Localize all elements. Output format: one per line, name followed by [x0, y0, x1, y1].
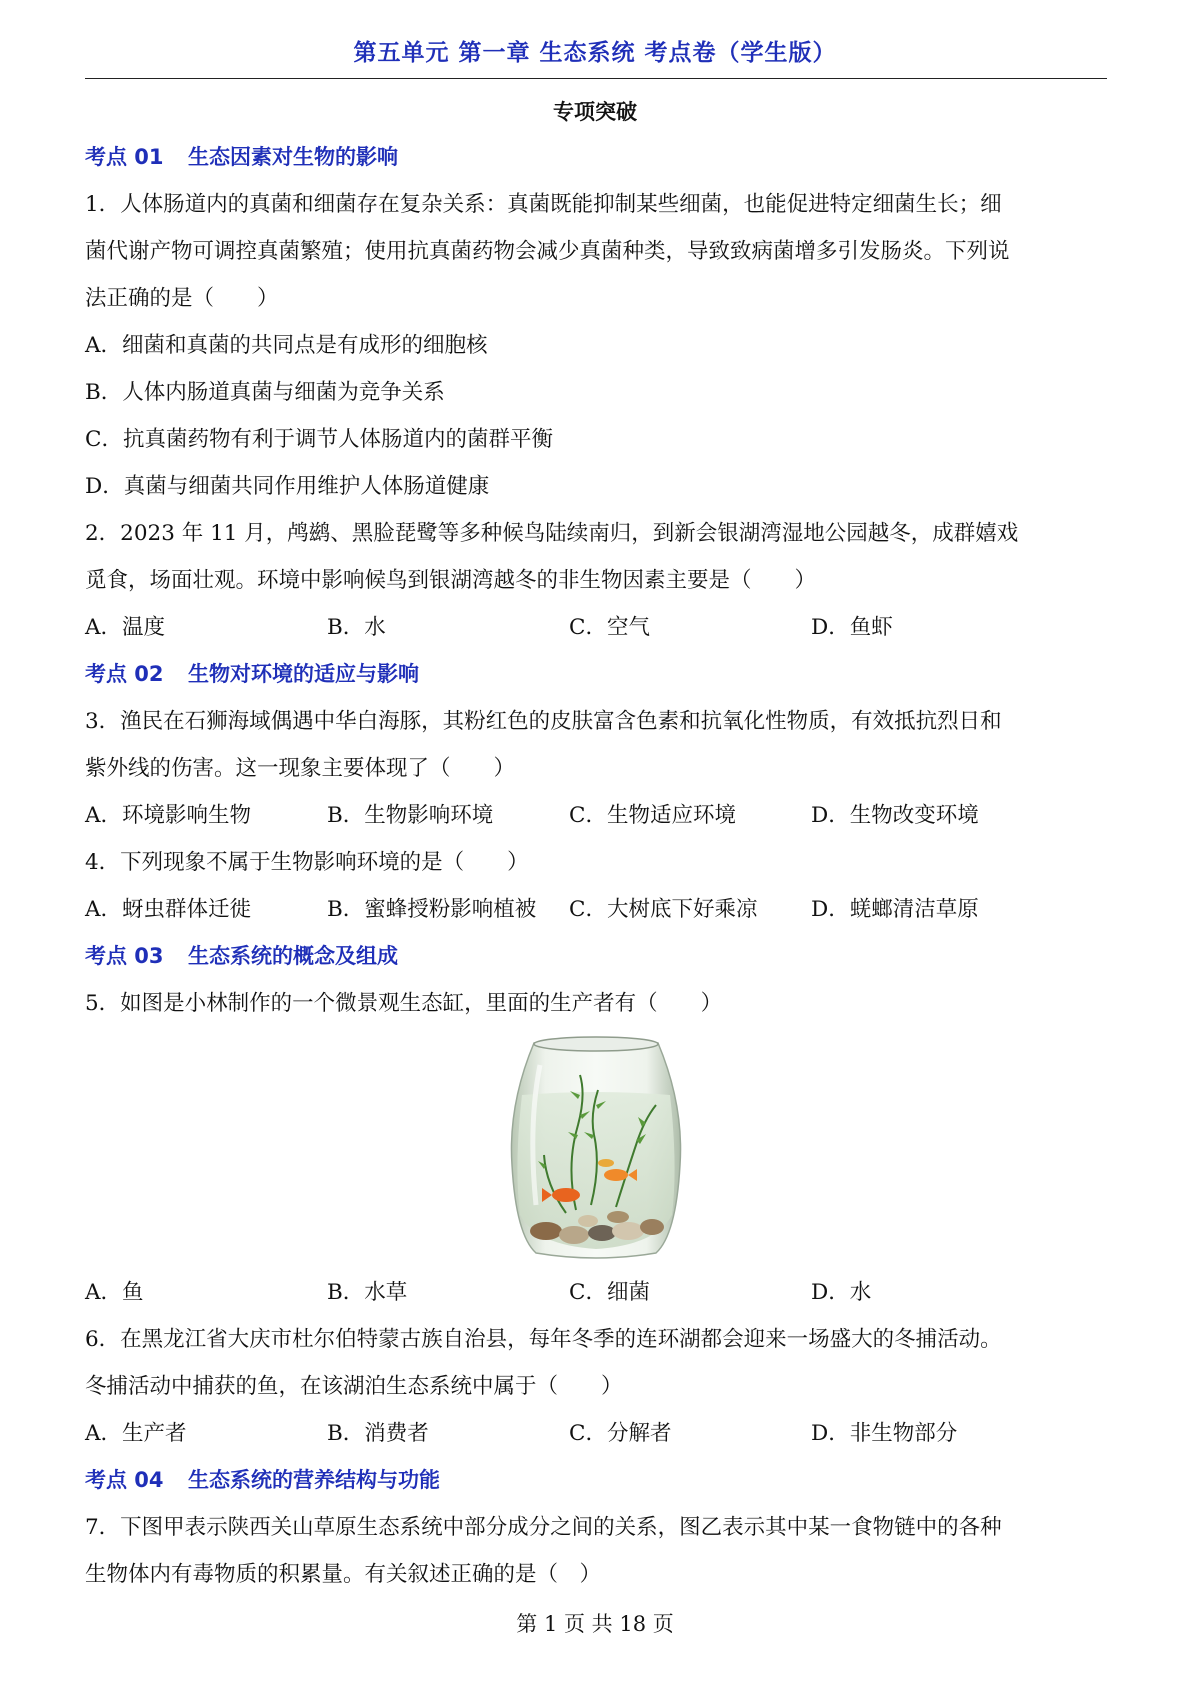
option-c: C．空气 — [569, 615, 650, 640]
question-stem-line: 法正确的是（ ） — [85, 286, 279, 311]
kp-heading-02 — [85, 651, 1107, 698]
option-c: C．生物适应环境 — [569, 803, 736, 828]
option-b: B．消费者 — [327, 1421, 429, 1446]
question-stem-line: 3．渔民在石狮海域偶遇中华白海豚，其粉红色的皮肤富含色素和抗氧化性物质，有效抵抗烈日和 — [85, 709, 1002, 734]
option-c: C．分解者 — [569, 1421, 672, 1446]
kp-number: 考点 01 — [85, 145, 164, 169]
header-divider — [85, 78, 1107, 79]
option-d: D．非生物部分 — [811, 1421, 958, 1446]
option-c: C．大树底下好乘凉 — [569, 897, 758, 922]
section-title: 专项突破 — [553, 100, 637, 124]
kp-title: 生态系统的概念及组成 — [188, 944, 398, 968]
question-stem-line: 菌代谢产物可调控真菌繁殖；使用抗真菌药物会减少真菌种类，导致致病菌增多引发肠炎。下列说 — [85, 239, 1010, 264]
kp-heading-04 — [85, 1457, 1107, 1504]
document-body — [85, 134, 1107, 1598]
options-row — [85, 792, 1107, 839]
question-stem-line: 冬捕活动中捕获的鱼，在该湖泊生态系统中属于（ ） — [85, 1374, 623, 1399]
kp-title: 生态因素对生物的影响 — [188, 145, 398, 169]
kp-number: 考点 03 — [85, 944, 164, 968]
question-stem-line: 6．在黑龙江省大庆市杜尔伯特蒙古族自治县，每年冬季的连环湖都会迎来一场盛大的冬捕活动。 — [85, 1327, 1002, 1352]
options-row — [85, 604, 1107, 651]
option-d: D．鱼虾 — [811, 615, 893, 640]
option-a: A．细菌和真菌的共同点是有成形的细胞核 — [85, 333, 488, 358]
question-3 — [85, 698, 1107, 839]
option-c: C．细菌 — [569, 1280, 650, 1305]
option-a: A．蚜虫群体迁徙 — [85, 897, 252, 922]
option-b: B．水 — [327, 615, 386, 640]
question-4 — [85, 839, 1107, 933]
option-b: B．水草 — [327, 1280, 408, 1305]
question-stem-line: 4．下列现象不属于生物影响环境的是（ ） — [85, 850, 529, 875]
question-7 — [85, 1504, 1107, 1598]
options-row — [85, 1410, 1107, 1457]
option-d: D．真菌与细菌共同作用维护人体肠道健康 — [85, 474, 490, 499]
eco-jar-illustration — [506, 1035, 686, 1261]
option-b: B．生物影响环境 — [327, 803, 494, 828]
question-1 — [85, 181, 1107, 510]
option-a: A．生产者 — [85, 1421, 187, 1446]
kp-title: 生物对环境的适应与影响 — [188, 662, 419, 686]
option-b: B．人体内肠道真菌与细菌为竞争关系 — [85, 380, 445, 405]
question-stem-line: 7．下图甲表示陕西关山草原生态系统中部分成分之间的关系，图乙表示其中某一食物链中的各种 — [85, 1515, 1002, 1540]
option-c: C．抗真菌药物有利于调节人体肠道内的菌群平衡 — [85, 427, 553, 452]
eco-jar-figure — [85, 1027, 1107, 1269]
option-d: D．生物改变环境 — [811, 803, 979, 828]
question-stem-line: 觅食，场面壮观。环境中影响候鸟到银湖湾越冬的非生物因素主要是（ ） — [85, 568, 817, 593]
page-footer: 第 1 页 共 18 页 — [516, 1612, 674, 1636]
question-stem-line: 1．人体肠道内的真菌和细菌存在复杂关系：真菌既能抑制某些细菌，也能促进特定细菌生长；细 — [85, 192, 1002, 217]
kp-heading-03 — [85, 933, 1107, 980]
question-stem-line: 2．2023 年 11 月，鸬鹚、黑脸琵鹭等多种候鸟陆续南归，到新会银湖湾湿地公园越冬，成群嬉戏 — [85, 521, 1019, 546]
option-a: A．鱼 — [85, 1280, 144, 1305]
option-d: D．水 — [811, 1280, 872, 1305]
question-stem-line: 紫外线的伤害。这一现象主要体现了（ ） — [85, 756, 516, 781]
kp-heading-01 — [85, 134, 1107, 181]
kp-number: 考点 04 — [85, 1468, 164, 1492]
options-row — [85, 886, 1107, 933]
option-a: A．温度 — [85, 615, 166, 640]
kp-title: 生态系统的营养结构与功能 — [188, 1468, 440, 1492]
question-5 — [85, 980, 1107, 1316]
question-stem-line: 生物体内有毒物质的积累量。有关叙述正确的是（ ） — [85, 1562, 602, 1587]
question-stem-line: 5．如图是小林制作的一个微景观生态缸，里面的生产者有（ ） — [85, 991, 723, 1016]
kp-number: 考点 02 — [85, 662, 164, 686]
options-row — [85, 1269, 1107, 1316]
question-2 — [85, 510, 1107, 651]
option-d: D．蜣螂清洁草原 — [811, 897, 979, 922]
option-b: B．蜜蜂授粉影响植被 — [327, 897, 537, 922]
question-6 — [85, 1316, 1107, 1457]
option-a: A．环境影响生物 — [85, 803, 252, 828]
page-header-title: 第五单元 第一章 生态系统 考点卷（学生版） — [353, 40, 837, 66]
